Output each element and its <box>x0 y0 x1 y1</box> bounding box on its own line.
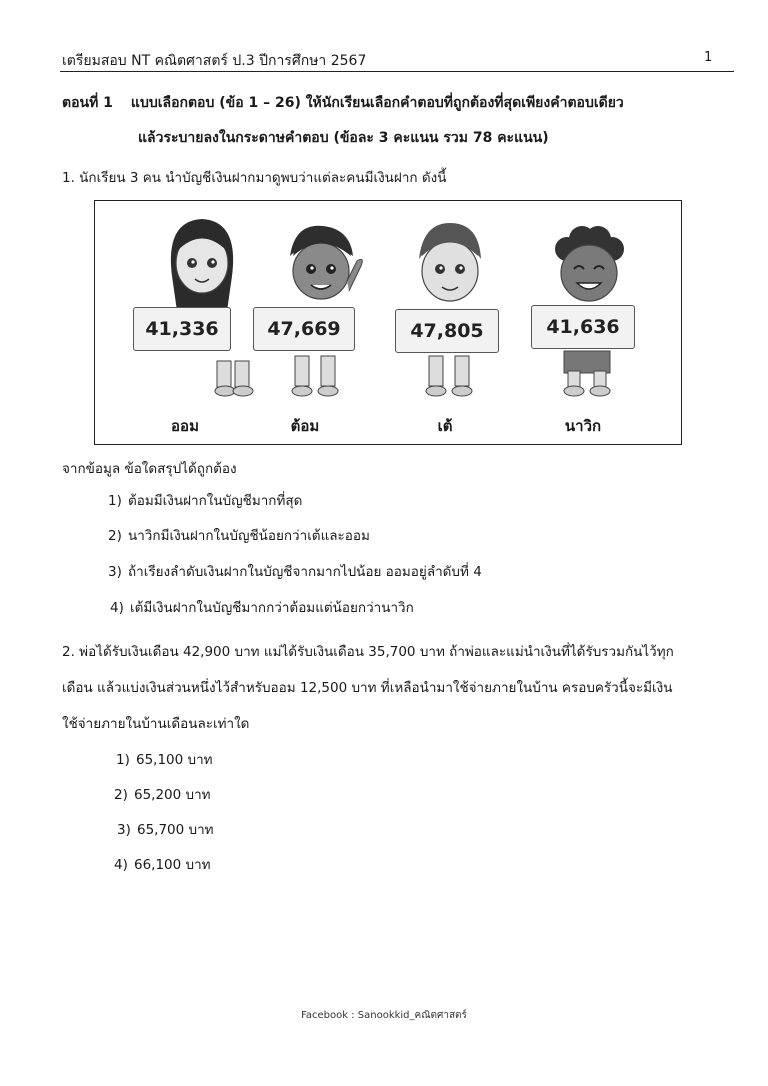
section-instruction-line1: แบบเลือกตอบ (ข้อ 1 – 26) ให้นักเรียนเลือกคำตอบที่ถูกต้องที่สุดเพียงคำตอบเดียว <box>130 95 624 111</box>
choice-number: 2) <box>108 528 122 544</box>
kid-nawik-amount-sign: 41,636 <box>531 305 635 349</box>
choice-text: ต้อมมีเงินฝากในบัญชีมากที่สุด <box>128 493 303 509</box>
kid-te-name: เต้ <box>437 417 453 435</box>
question-1-prompt: จากข้อมูล ข้อใดสรุปได้ถูกต้อง <box>62 461 237 477</box>
kid-nawik-name: นาวิก <box>564 417 602 435</box>
question-2-choice-2[interactable] <box>114 783 211 805</box>
choice-number: 3) <box>117 822 131 838</box>
question-2-choice-3[interactable] <box>117 818 214 840</box>
kid-tom-amount-sign: 47,669 <box>253 307 355 351</box>
question-1-choice-2[interactable] <box>108 524 370 546</box>
question-2-choice-1[interactable] <box>116 748 213 770</box>
question-1-choice-4[interactable] <box>110 596 414 618</box>
choice-number: 2) <box>114 787 128 803</box>
kid-nawik-illustration <box>532 201 642 401</box>
kid-tom-illustration <box>265 201 375 401</box>
choice-text: 65,100 บาท <box>136 752 213 768</box>
kid-oom-illustration <box>147 201 257 401</box>
choice-number: 1) <box>116 752 130 768</box>
question-2-line-3: ใช้จ่ายภายในบ้านเดือนละเท่าใด <box>62 716 250 732</box>
question-2-choice-4[interactable] <box>114 853 211 875</box>
question-1-stem: 1. นักเรียน 3 คน นำบัญชีเงินฝากมาดูพบว่าแต่ละคนมีเงินฝาก ดังนี้ <box>62 170 447 186</box>
kid-oom-name: ออม <box>171 417 199 435</box>
question-1-figure <box>94 200 682 445</box>
kid-te-amount-sign: 47,805 <box>395 309 499 353</box>
section-instruction <box>62 92 624 114</box>
choice-number: 3) <box>108 564 122 580</box>
choice-number: 4) <box>110 600 124 616</box>
choice-text: 65,200 บาท <box>134 787 211 803</box>
choice-number: 1) <box>108 493 122 509</box>
question-2-line-2: เดือน แล้วแบ่งเงินส่วนหนึ่งไว้สำหรับออม 12,500 บาท ที่เหลือนำมาใช้จ่ายภายในบ้าน ครอบครัวนี้จะมีเงิน <box>62 680 673 696</box>
footer-credit: Facebook : Sanookkid_คณิตศาสตร์ <box>301 1010 467 1021</box>
header-title: เตรียมสอบ NT คณิตศาสตร์ ป.3 ปีการศึกษา 2567 <box>62 53 367 69</box>
header-divider <box>60 71 734 72</box>
section-instruction-line2: แล้วระบายลงในกระดาษคำตอบ (ข้อละ 3 คะแนน รวม 78 คะแนน) <box>138 130 549 146</box>
question-1-choice-3[interactable] <box>108 560 482 582</box>
kid-oom-amount-sign: 41,336 <box>133 307 231 351</box>
page-number: 1 <box>704 50 713 65</box>
choice-text: เต้มีเงินฝากในบัญชีมากกว่าต้อมแต่น้อยกว่านาวิก <box>130 600 414 616</box>
question-2-line-1: 2. พ่อได้รับเงินเดือน 42,900 บาท แม่ได้รับเงินเดือน 35,700 บาท ถ้าพ่อและแม่นำเงินที่ได้รับรวมกันไว้ทุก <box>62 644 674 660</box>
choice-number: 4) <box>114 857 128 873</box>
choice-text: นาวิกมีเงินฝากในบัญชีน้อยกว่าเต้และออม <box>128 528 370 544</box>
kid-te-illustration <box>395 201 505 401</box>
choice-text: 65,700 บาท <box>137 822 214 838</box>
choice-text: ถ้าเรียงลำดับเงินฝากในบัญชีจากมากไปน้อย ออมอยู่ลำดับที่ 4 <box>128 564 482 580</box>
question-1-choice-1[interactable] <box>108 489 302 511</box>
section-label: ตอนที่ 1 <box>62 95 113 111</box>
kid-tom-name: ต้อม <box>290 417 320 435</box>
choice-text: 66,100 บาท <box>134 857 211 873</box>
